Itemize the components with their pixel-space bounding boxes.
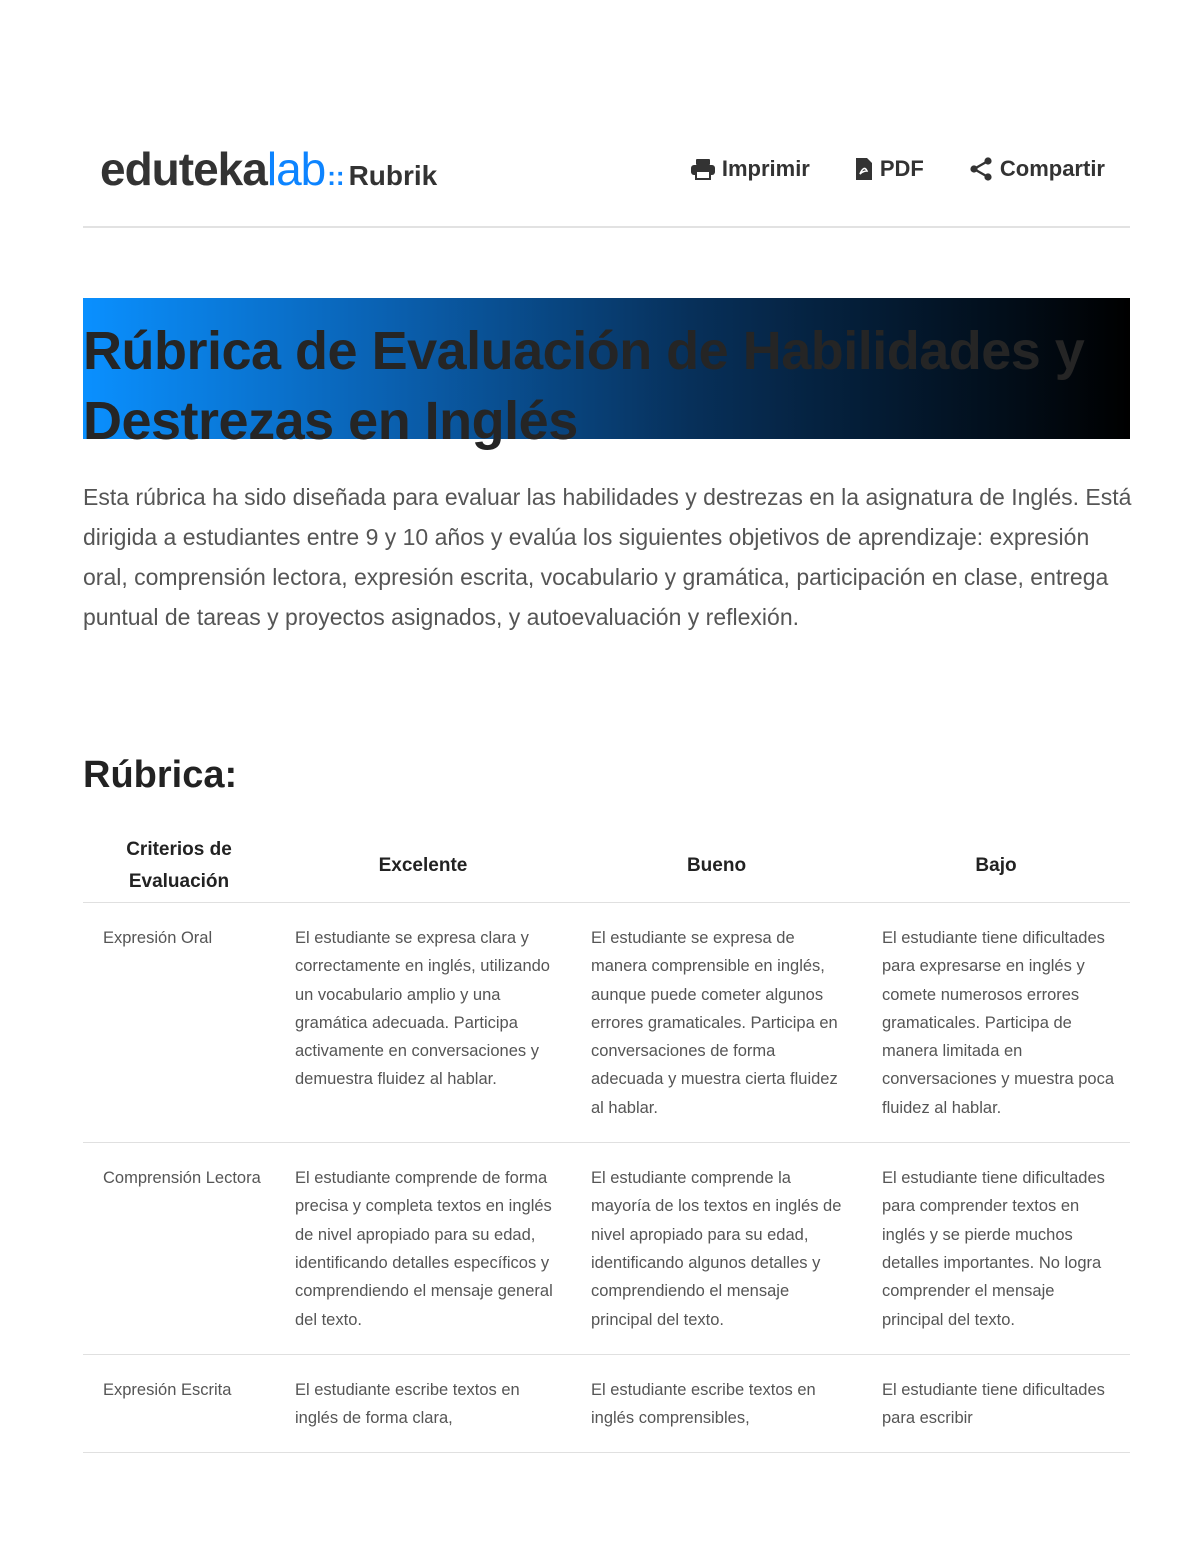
site-header bbox=[83, 130, 1130, 228]
criterion-cell: Expresión Oral bbox=[83, 903, 275, 1143]
excelente-cell: El estudiante comprende de forma precisa y completa textos en inglés de nivel apropiado para su edad, identificando detalles específicos y comprendiendo el mensaje general del texto. bbox=[275, 1143, 571, 1355]
pdf-button[interactable] bbox=[854, 156, 924, 182]
header-excelente: Excelente bbox=[275, 830, 571, 903]
header-criteria: Criterios de Evaluación bbox=[83, 830, 275, 903]
logo-text-lab: lab bbox=[266, 143, 326, 195]
page-title: Rúbrica de Evaluación de Habilidades y Destrezas en Inglés bbox=[83, 321, 1085, 451]
criterion-cell: Expresión Escrita bbox=[83, 1354, 275, 1453]
header-bueno: Bueno bbox=[571, 830, 862, 903]
excelente-cell: El estudiante escribe textos en inglés de forma clara, bbox=[275, 1354, 571, 1453]
print-label: Imprimir bbox=[721, 156, 810, 181]
table-row bbox=[83, 903, 1130, 1143]
section-title: Rúbrica: bbox=[83, 754, 238, 796]
table-row bbox=[83, 1143, 1130, 1355]
print-button[interactable] bbox=[690, 156, 810, 182]
pdf-label: PDF bbox=[879, 156, 924, 181]
rubric-table bbox=[83, 830, 1130, 1453]
bajo-cell: El estudiante tiene dificultades para expresarse en inglés y comete numerosos errores gramaticales. Participa de manera limitada en conversaciones y muestra poca fluidez al hablar. bbox=[862, 903, 1130, 1143]
table-header-row bbox=[83, 830, 1130, 903]
bueno-cell: El estudiante escribe textos en inglés comprensibles, bbox=[571, 1354, 862, 1453]
pdf-icon bbox=[854, 157, 874, 181]
header-actions bbox=[690, 156, 1105, 182]
share-button[interactable] bbox=[968, 156, 1105, 182]
logo-text-rubrik: Rubrik bbox=[348, 160, 438, 191]
printer-icon bbox=[690, 158, 716, 180]
bueno-cell: El estudiante se expresa de manera comprensible en inglés, aunque puede cometer algunos errores gramaticales. Participa en conversaciones de forma adecuada y muestra cierta fluidez al hablar. bbox=[571, 903, 862, 1143]
share-label: Compartir bbox=[999, 156, 1105, 181]
excelente-cell: El estudiante se expresa clara y correctamente en inglés, utilizando un vocabulario amplio y una gramática adecuada. Participa activamente en conversaciones y demuestra fluidez al hablar. bbox=[275, 903, 571, 1143]
bajo-cell: El estudiante tiene dificultades para comprender textos en inglés y se pierde muchos detalles importantes. No logra comprender el mensaje principal del texto. bbox=[862, 1143, 1130, 1355]
bueno-cell: El estudiante comprende la mayoría de los textos en inglés de nivel apropiado para su edad, identificando algunos detalles y comprendiendo el mensaje principal del texto. bbox=[571, 1143, 862, 1355]
logo-separator: :: bbox=[327, 161, 345, 191]
logo[interactable] bbox=[100, 142, 437, 196]
intro-paragraph: Esta rúbrica ha sido diseñada para evaluar las habilidades y destrezas en la asignatura de Inglés. Está dirigida a estudiantes entre 9 y 10 años y evalúa los siguientes objetivos de aprendizaje: expresión oral, comprensión lectora, expresión escrita, vocabulario y gramática, participación en clase, entrega puntual de tareas y proyectos asignados, y autoevaluación y reflexión. bbox=[83, 484, 1132, 630]
header-bajo: Bajo bbox=[862, 830, 1130, 903]
logo-text-eduteka: eduteka bbox=[100, 143, 267, 195]
share-icon bbox=[968, 157, 994, 181]
table-row bbox=[83, 1354, 1130, 1453]
criterion-cell: Comprensión Lectora bbox=[83, 1143, 275, 1355]
bajo-cell: El estudiante tiene dificultades para escribir bbox=[862, 1354, 1130, 1453]
